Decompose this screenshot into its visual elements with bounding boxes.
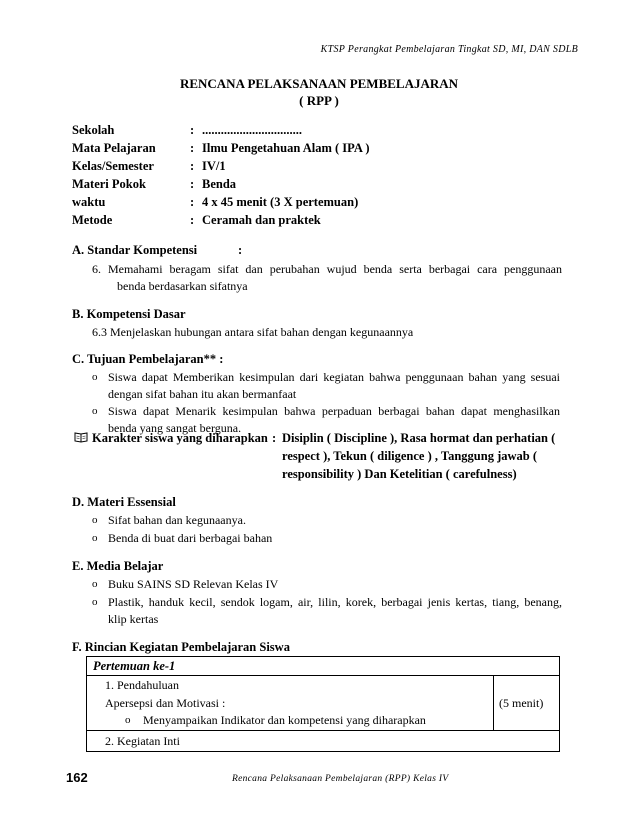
section-e-heading: E. Media Belajar: [72, 559, 164, 573]
identity-value: Ceramah dan praktek: [202, 213, 321, 227]
bullet-icon: o: [92, 405, 98, 417]
identity-colon: :: [190, 195, 195, 209]
table-row2-text: 2. Kegiatan Inti: [105, 734, 180, 748]
running-footer: Rencana Pelaksanaan Pembelajaran (RPP) Kelas IV: [232, 774, 449, 784]
section-c-item2-line2: benda yang sangat berguna.: [108, 421, 242, 435]
activity-table: [86, 656, 560, 752]
identity-label: Mata Pelajaran: [72, 141, 156, 155]
document-title: RENCANA PELAKSANAAN PEMBELAJARAN: [179, 76, 459, 91]
section-e-item1: Buku SAINS SD Relevan Kelas IV: [108, 577, 279, 591]
section-e-item2-line2: klip kertas: [108, 612, 159, 626]
section-f-heading: F. Rincian Kegiatan Pembelajaran Siswa: [72, 640, 290, 654]
identity-colon: :: [190, 213, 195, 227]
identity-colon: :: [190, 159, 195, 173]
section-b-heading: B. Kompetensi Dasar: [72, 307, 186, 321]
identity-label: Kelas/Semester: [72, 159, 154, 173]
identity-value: 4 x 45 menit (3 X pertemuan): [202, 195, 359, 209]
section-b-text: 6.3 Menjelaskan hubungan antara sifat bahan dengan kegunaannya: [92, 325, 414, 339]
running-header: KTSP Perangkat Pembelajaran Tingkat SD, MI, DAN SDLB: [320, 44, 578, 55]
section-d-heading: D. Materi Essensial: [72, 495, 176, 509]
section-c-heading: C. Tujuan Pembelajaran** :: [72, 352, 224, 366]
open-book-icon: [74, 431, 88, 443]
table-row1-line1: 1. Pendahuluan: [105, 678, 179, 692]
bullet-icon: o: [92, 514, 98, 526]
table-row1-line2: Apersepsi dan Motivasi :: [105, 696, 226, 710]
bullet-icon: o: [92, 532, 98, 544]
identity-value: ................................: [202, 123, 302, 137]
identity-label: Metode: [72, 213, 113, 227]
identity-label: Sekolah: [72, 123, 115, 137]
identity-colon: :: [190, 141, 195, 155]
section-c-item1-line1: Siswa dapat Memberikan kesimpulan dari kegiatan bahwa penggunaan bahan yang sesuai: [108, 370, 560, 384]
karakter-values-line1: Disiplin ( Discipline ), Rasa hormat dan perhatian (: [282, 431, 556, 445]
bullet-icon: o: [125, 714, 131, 726]
identity-value: Ilmu Pengetahuan Alam ( IPA ): [202, 141, 370, 155]
table-header: Pertemuan ke-1: [87, 657, 559, 676]
identity-value: Benda: [202, 177, 237, 191]
section-d-item2: Benda di buat dari berbagai bahan: [108, 531, 273, 545]
identity-label: Materi Pokok: [72, 177, 146, 191]
table-row1-line3: Menyampaikan Indikator dan kompetensi yang diharapkan: [143, 713, 426, 727]
section-a-colon: :: [238, 243, 243, 257]
identity-colon: :: [190, 177, 195, 191]
document-subtitle: ( RPP ): [299, 93, 339, 108]
identity-colon: :: [190, 123, 195, 137]
karakter-label: Karakter siswa yang diharapkan: [92, 431, 268, 445]
table-row: [87, 676, 559, 731]
identity-label: waktu: [72, 195, 106, 209]
section-d-item1: Sifat bahan dan kegunaanya.: [108, 513, 246, 527]
karakter-values-line2: respect ), Tekun ( diligence ) , Tanggung jawab (: [282, 449, 538, 463]
section-c-item1-line2: dengan sifat bahan itu akan bermanfaat: [108, 387, 297, 401]
section-a-text-line2: benda berdasarkan sifatnya: [117, 279, 248, 293]
table-row1-time: (5 menit): [499, 696, 544, 710]
bullet-icon: o: [92, 578, 98, 590]
karakter-colon: :: [272, 431, 277, 445]
bullet-icon: o: [92, 371, 98, 383]
bullet-icon: o: [92, 596, 98, 608]
section-a-heading: A. Standar Kompetensi: [72, 243, 198, 257]
section-e-item2-line1: Plastik, handuk kecil, sendok logam, air, lilin, korek, berbagai jenis kertas, tiang, benang,: [108, 595, 562, 609]
identity-value: IV/1: [202, 159, 226, 173]
section-a-text-line1: 6. Memahami beragam sifat dan perubahan wujud benda serta berbagai cara penggunaan: [92, 262, 562, 276]
page-number: 162: [66, 770, 88, 785]
column-divider: [493, 676, 494, 730]
table-row: [87, 731, 559, 751]
karakter-values-line3: responsibility ) Dan Ketelitian ( carefulness): [282, 467, 517, 481]
section-c-item2-line1: Siswa dapat Menarik kesimpulan bahwa perpaduan berbagai bahan dapat menghasilkan: [108, 404, 560, 418]
